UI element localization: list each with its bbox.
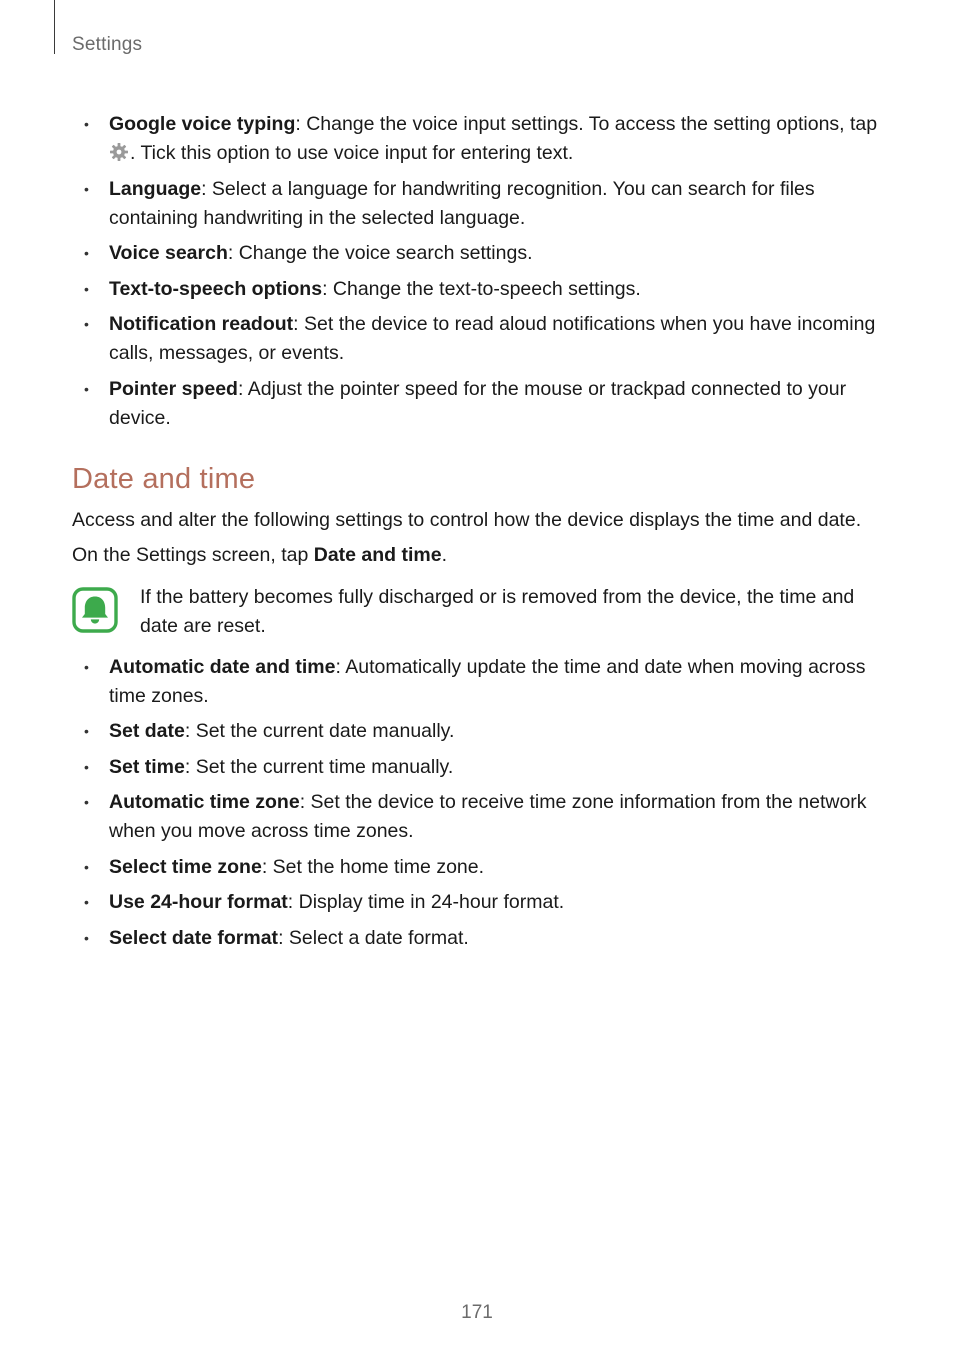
option-term: Select time zone [109,855,262,878]
option-desc: : Change the voice input settings. To access the setting options, tap [295,113,878,135]
list-item [72,239,887,268]
bullet-icon: • [84,723,89,739]
list-item [72,924,887,953]
bell-note-icon [72,587,118,633]
bullet-icon: • [84,894,89,910]
option-desc: : Change the voice search settings. [227,242,533,264]
list-item [72,717,887,746]
option-desc: : Change the text-to-speech settings. [322,277,641,300]
list-item [72,275,887,304]
option-desc: . Tick this option to use voice input for entering text. [130,142,574,164]
option-desc: : Display time in 24-hour format. [287,891,565,913]
option-desc: : Automatically update the time and date when moving across time zones. [109,655,866,707]
list-item [72,110,887,168]
page-header-title: Settings [72,34,143,55]
list-item [72,375,887,433]
option-term: Pointer speed [109,377,238,400]
bullet-icon: • [84,380,89,397]
option-term: Use 24-hour format [109,891,288,913]
option-term: Notification readout [109,313,294,335]
list-item [72,175,887,233]
bullet-icon: • [84,180,89,197]
note-callout [72,583,887,643]
list-item [72,310,887,368]
option-term: Voice search [109,242,228,264]
date-time-options-list [72,653,887,953]
list-item [72,753,887,782]
page-number: 171 [461,1302,493,1323]
option-term: Language [109,177,202,200]
bullet-icon: • [84,116,89,132]
instruction-suffix: . [441,543,448,566]
gear-icon [109,142,129,162]
bullet-icon: • [84,929,89,946]
header-rule [54,0,55,54]
bullet-icon: • [84,658,89,675]
option-term: Automatic time zone [109,791,300,813]
option-desc: : Set the device to receive time zone information from the network when you move across time zones. [109,791,867,842]
bullet-icon: • [84,280,89,297]
option-term: Set date [109,720,185,742]
option-desc: : Set the current time manually. [184,755,454,778]
list-item [72,853,887,882]
bullet-icon: • [84,794,89,810]
option-desc: : Set the current date manually. [184,720,455,742]
bullet-icon: • [84,858,89,875]
language-input-options-list [72,110,887,433]
option-desc: : Set the home time zone. [261,855,485,878]
section-intro: Access and alter the following settings to control how the device displays the time and date. [72,508,862,531]
list-item [72,888,887,917]
option-desc: : Adjust the pointer speed for the mouse or trackpad connected to your device. [109,377,847,429]
option-desc: : Select a language for handwriting recognition. You can search for files containing handwriting in the selected language. [109,177,815,229]
section-heading-date-and-time: Date and time [72,462,256,495]
option-desc: : Select a date format. [278,926,469,949]
page-content [72,110,887,959]
option-term: Automatic date and time [109,655,336,678]
note-text: If the battery becomes fully discharged or is removed from the device, the time and date are reset. [140,585,855,637]
bullet-icon: • [84,316,89,332]
instruction-prefix: On the Settings screen, tap [72,543,314,566]
list-item [72,788,887,846]
option-desc: : Set the device to read aloud notifications when you have incoming calls, messages, or events. [109,313,876,364]
bullet-icon: • [84,245,89,261]
list-item [72,653,887,711]
bullet-icon: • [84,758,89,775]
option-term: Select date format [109,926,279,949]
option-term: Google voice typing [109,113,296,135]
section-instruction [72,541,887,570]
option-term: Set time [109,755,185,778]
option-term: Text-to-speech options [109,277,323,300]
instruction-target: Date and time [313,543,442,566]
